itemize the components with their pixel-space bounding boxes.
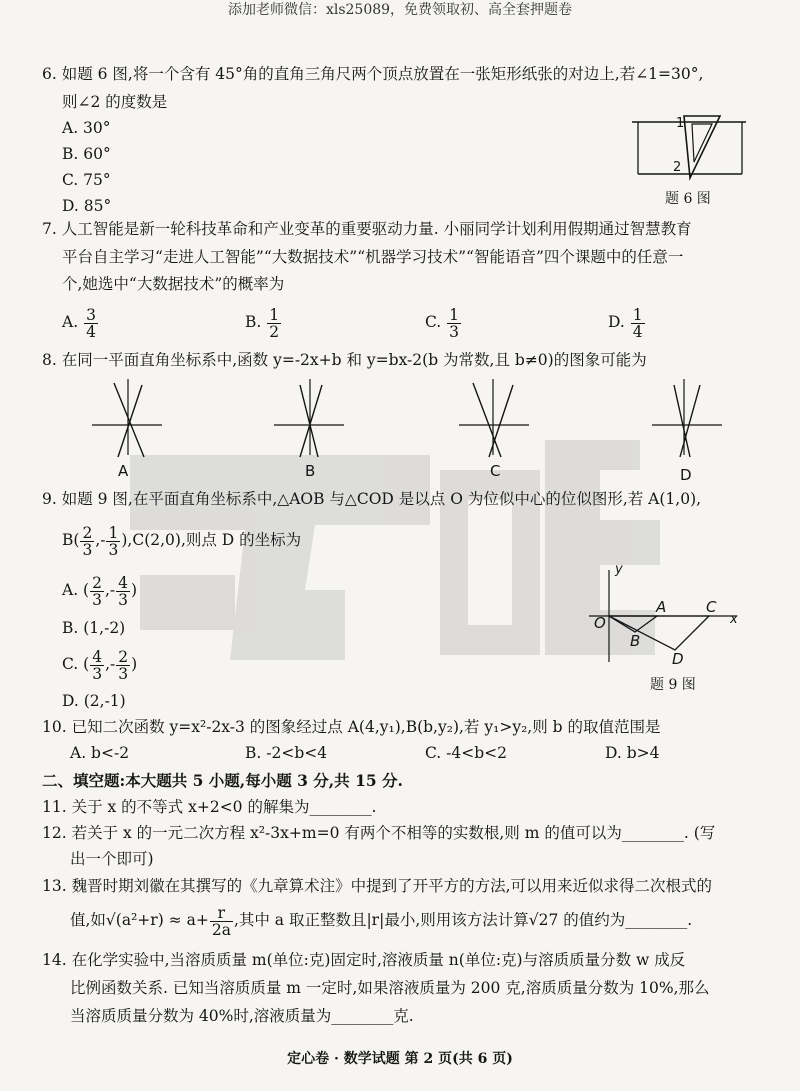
q7-option-b: B. $\frac{1}{2}$	[245, 305, 280, 341]
q9-axis-x: x	[730, 612, 738, 627]
q9-stem-line1: 9. 如题 9 图,在平面直角坐标系中,△AOB 与△COD 是以点 O 为位似中心的位似图形,若 A(1,0),	[42, 490, 702, 508]
q8-graph-d	[648, 375, 728, 460]
q9-figure	[585, 566, 745, 666]
q6-stem-line1: 6. 如题 6 图,将一个含有 45°角的直角三角尺两个顶点放置在一张矩形纸张的对边上,若∠1=30°,	[42, 65, 704, 83]
q9-label-a: A	[656, 598, 667, 616]
page-footer: 定心卷 · 数学试题 第 2 页(共 6 页)	[287, 1051, 513, 1067]
q6-figure	[628, 112, 750, 188]
q7-option-a: A. $\frac{3}{4}$	[62, 305, 96, 341]
q8-graph-b	[270, 375, 350, 460]
q8-graph-c-label: C	[490, 462, 501, 480]
q7-stem-line1: 7. 人工智能是新一轮科技革命和产业变革的重要驱动力量. 小丽同学计划利用假期通过智慧教育	[42, 220, 692, 238]
q8-graph-a-label: A	[118, 462, 129, 480]
q13-stem-line1: 13. 魏晋时期刘徽在其撰写的《九章算术注》中提到了开平方的方法,可以用来近似求得二次根式的	[42, 877, 713, 895]
q10-stem: 10. 已知二次函数 y=x²-2x-3 的图象经过点 A(4,y₁),B(b,y₂),若 y₁>y₂,则 b 的取值范围是	[42, 718, 661, 736]
header-ad: 添加老师微信：xls25089，免费领取初、高全套押题卷	[227, 2, 573, 18]
q7-stem-line2: 平台自主学习“走进人工智能”“大数据技术”“机器学习技术”“智能语音”四个课题中的任意一	[62, 248, 684, 266]
q10-option-d: D. b>4	[605, 744, 660, 762]
q14-stem-line3: 当溶质质量分数为 40%时,溶液质量为________克.	[70, 1007, 414, 1025]
q9-figure-caption: 题 9 图	[650, 677, 696, 693]
q9-label-c: C	[706, 598, 717, 616]
q7-option-d: D. $\frac{1}{4}$	[608, 305, 643, 341]
q10-option-a: A. b<-2	[70, 744, 130, 762]
q9-axis-y: y	[615, 562, 623, 577]
q6-option-b: B. 60°	[62, 145, 111, 163]
q9-option-c: C. ( $\frac{4}{3}$ ,- $\frac{2}{3}$ )	[62, 647, 138, 683]
q6-option-d: D. 85°	[62, 197, 112, 215]
q9-option-b: B. (1,-2)	[62, 619, 126, 637]
q8-stem: 8. 在同一平面直角坐标系中,函数 y=-2x+b 和 y=bx-2(b 为常数,且 b≠0)的图象可能为	[42, 351, 647, 369]
q8-graph-a	[88, 375, 168, 460]
q9-option-d: D. (2,-1)	[62, 692, 126, 710]
q8-graph-b-label: B	[305, 462, 316, 480]
q12-stem-line1: 12. 若关于 x 的一元二次方程 x²-3x+m=0 有两个不相等的实数根,则 m 的值可以为________. (写	[42, 824, 716, 842]
q6-figure-caption: 题 6 图	[665, 191, 711, 207]
q9-stem-line2: B( $\frac{2}{3}$ ,- $\frac{1}{3}$ ),C(2,0),则点 D 的坐标为	[62, 523, 302, 559]
q9-label-b: B	[630, 632, 641, 650]
q13-stem-line2: 值,如√(a²+r) ≈ a+ $\frac{r}{2a}$ ,其中 a 取正整数且|r|最小,则用该方法计算√27 的值约为________.	[70, 903, 693, 939]
q10-option-c: C. -4<b<2	[425, 744, 508, 762]
q8-graph-d-label: D	[680, 466, 692, 484]
q14-stem-line1: 14. 在化学实验中,当溶质质量 m(单位:克)固定时,溶液质量 n(单位:克)与溶质质量分数 w 成反	[42, 951, 686, 969]
q6-option-c: C. 75°	[62, 171, 111, 189]
q12-stem-line2: 出一个即可)	[70, 850, 154, 868]
q6-angle2-label: 2	[673, 160, 682, 175]
q7-stem-line3: 个,她选中“大数据技术”的概率为	[62, 275, 285, 293]
q14-stem-line2: 比例函数关系. 已知当溶质质量 m 一定时,如果溶液质量为 200 克,溶质质量分数为 10%,那么	[70, 979, 710, 997]
q6-stem-line2: 则∠2 的度数是	[62, 93, 168, 111]
q7-option-c: C. $\frac{1}{3}$	[425, 305, 460, 341]
q8-graph-c	[455, 375, 535, 460]
q10-option-b: B. -2<b<4	[245, 744, 328, 762]
q6-angle1-label: 1	[676, 116, 685, 131]
q6-option-a: A. 30°	[62, 119, 111, 137]
q9-label-d: D	[672, 650, 684, 668]
q9-label-o: O	[594, 614, 606, 632]
section-fill-in-title: 二、填空题:本大题共 5 小题,每小题 3 分,共 15 分.	[42, 771, 403, 790]
q11-stem: 11. 关于 x 的不等式 x+2<0 的解集为________.	[42, 798, 377, 816]
q9-option-a: A. ( $\frac{2}{3}$ ,- $\frac{4}{3}$ )	[62, 573, 138, 609]
